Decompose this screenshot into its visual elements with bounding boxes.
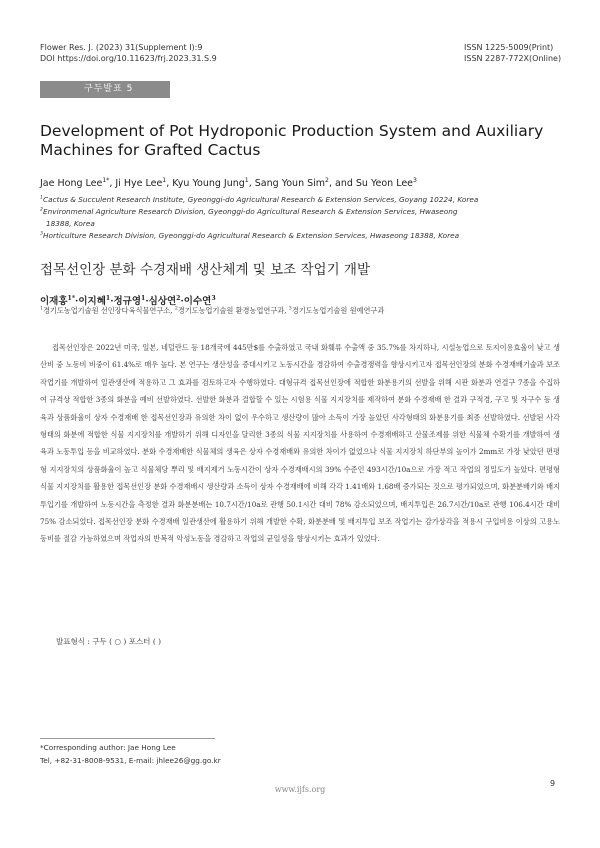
abstract-body: 접목선인장은 2022년 미국, 일본, 네덜란드 등 18개국에 445만$를 수출하였고 국내 화훼류 수출액 중 35.7%를 차지하나, 시설농업으로 토지이용효율이 낮고 생산비 중 노동비 비중이 61.4%로 매우 높다. 본 연구는 생산성을 증대시키고 노동시간을 경감하여 수출경쟁력을 향상시키고자 접목선인장의 분화 수경재배기술과 보조 작업기를 개발하여 일관생산에 적용하고 그 효과를 검토하고자 수행하였다. 대형규격 접목선인장에 적합한 화분용기의 선발을 위해 시판 화분과 연결구 7종을 수집하여 규격상 적합한 3종의 화분을 예비 선발하였다. 선발한 화분과 결합할 수 있는 시험용 식물 지지장치를 제작하여 분화 수경재배 한 결과 구적경, 구고 및 자구수 등 생육과 상품화율이 상자 수경재배 한 접목선인장과 유의한 차이 없이 우수하고 생산량이 많아 소득이 가장 높았던 사각형태의 화분용기를 최종 선발하였다. 선발된 사각형태의 화분에 적합한 식물 지지장치를 개발하기 위해 디자인을 달리한 3종의 식물 지지장치를 사용하여 수경재배하고 산물조제를 위한 식물체 수확기를 개발하여 생육과 노동투입 등을 비교하였다. 분화 수경재배한 식물체의 생육은 상자 수경재배와 유의한 차이가 없었으나 식물 지지장치 하단부의 높이가 2mm로 가장 낮았던 편평형 지지장치의 상품화율이 높고 식물체당 뿌리 및 배지제거 노동시간이 상자 수경재배시의 39% 수준인 493시간/10a으로 가장 적고 작업의 정밀도가 높았다. 편평형 식물 지지장치를 활용한 접목선인장 분화 수경재배시 생산량과 소득이 상자 수경재배에 비해 각각 1.41배와 1.68배 증가되는 것으로 평가되었으며, 화분분배기와 배지투입기를 개발하여 노동시간을 측정한 결과 화분분배는 10.7시간/10a로 관행 50.1시간 대비 78% 감소되었으며, 배지투입은 26.7시간/10a로 관행 106.4시간 대비 75% 감소되었다. 접목선인장 분화 수경재배 일관생산에 활용하기 위해 개발한 수확, 화분분배 및 배지투입 보조 작업기는 감가상각을 적용시 구입비용 이상의 고용노동비를 절감 가능하였으며 작업자의 반복적 악성노동을 경감하고 작업의 균일성을 향상시키는 효과가 있었다. [40, 343, 560, 544]
korean-author-list [40, 293, 216, 307]
author-name: Su Yeon Lee [355, 178, 414, 189]
author-sup: 3 [413, 176, 417, 184]
author-separator: , [109, 178, 116, 189]
issn-online: ISSN 2287-772X(Online) [464, 54, 562, 63]
author-sup: 1 [244, 176, 249, 184]
author-sup: 1 [162, 176, 167, 184]
author-name: Jae Hong Lee [40, 178, 103, 189]
affiliation-1 [40, 195, 560, 205]
korean-affiliation-text: 경기도농업기술원 원예연구과 [291, 306, 385, 315]
author-sup: 2 [325, 176, 329, 184]
korean-author-name: 이지혜 [78, 296, 106, 307]
korean-author-separator: · [75, 296, 79, 307]
affiliation-text: Environmenal Agriculture Research Division, Gyeonggi-do Agricultural Research & Extension Services, Hwaseong [43, 207, 458, 216]
korean-author-name: 이수연 [183, 296, 212, 307]
affiliation-text: Cactus & Succulent Research Institute, Gyeonggi-do Agricultural Research & Extension Services, Goyang 10224, Korea [43, 195, 479, 204]
contact-info: Tel, +82-31-8008-9531, E-mail: jhlee26@gg.go.kr [40, 756, 221, 765]
korean-author-sup: 1 [105, 294, 111, 302]
korean-affiliations [40, 306, 560, 316]
korean-affiliation-text: 경기도농업기술원 선인장다육식물연구소, [42, 306, 175, 315]
korean-author-name: 정규영 [113, 296, 142, 307]
author-separator: , [166, 178, 173, 189]
korean-affiliation-sup: 1 [40, 306, 43, 312]
affiliation-2-continued: 18388, Korea [46, 219, 95, 228]
corresponding-author: *Corresponding author: Jae Hong Lee [40, 743, 176, 752]
korean-affiliation-text: 경기도농업기술원 환경농업연구과, [177, 306, 289, 315]
paper-title [40, 122, 560, 160]
korean-author-sup: 3 [211, 294, 216, 302]
author-name: Ji Hye Lee [115, 178, 163, 189]
author-name: Kyu Young Jung [172, 178, 245, 189]
journal-website: www.ijfs.org [274, 785, 326, 794]
korean-author-separator: · [145, 296, 149, 307]
korean-title: 접목선인장 분화 수경재배 생산체계 및 보조 작업기 개발 [40, 262, 370, 278]
affiliation-sup: 1 [40, 195, 44, 201]
korean-affiliation-sup: 3 [288, 306, 292, 312]
korean-author-name: 심상연 [148, 296, 177, 307]
presentation-format: 발표형식 : 구두 ( ○ ) 포스터 ( ) [56, 637, 162, 646]
page-number: 9 [550, 779, 556, 788]
affiliation-3 [40, 231, 560, 241]
author-name: Sang Youn Sim [254, 178, 326, 189]
footnote-divider [40, 738, 215, 739]
korean-author-sup: 1 [141, 294, 146, 302]
affiliation-sup: 3 [40, 231, 44, 237]
korean-affiliation-sup: 2 [174, 306, 178, 312]
journal-citation: Flower Res. J. (2023) 31(Supplement I):9 [40, 43, 203, 52]
author-sup: 1* [102, 176, 110, 184]
affiliation-sup: 2 [40, 207, 44, 213]
author-separator: , [248, 178, 255, 189]
affiliation-text: Horticulture Research Division, Gyeonggi-do Agricultural Research & Extension Services, Hwaseong 18388, Korea [43, 231, 460, 240]
affiliation-2 [40, 207, 560, 217]
korean-author-name: 이재홍 [40, 296, 68, 307]
korean-author-separator: · [110, 296, 114, 307]
title-line-2: Machines for Grafted Cactus [40, 141, 261, 159]
korean-author-sup: 2 [176, 294, 181, 302]
korean-author-separator: · [180, 296, 184, 307]
section-tag: 구두발표 5 [40, 81, 170, 98]
korean-author-sup: 1* [67, 294, 76, 302]
title-line-1: Development of Pot Hydroponic Production System and Auxiliary [40, 122, 544, 140]
author-and: , and [328, 178, 356, 189]
issn-print: ISSN 1225-5009(Print) [464, 43, 554, 52]
doi-text: DOI https://doi.org/10.11623/frj.2023.31.S.9 [40, 54, 217, 63]
author-list [40, 178, 417, 190]
